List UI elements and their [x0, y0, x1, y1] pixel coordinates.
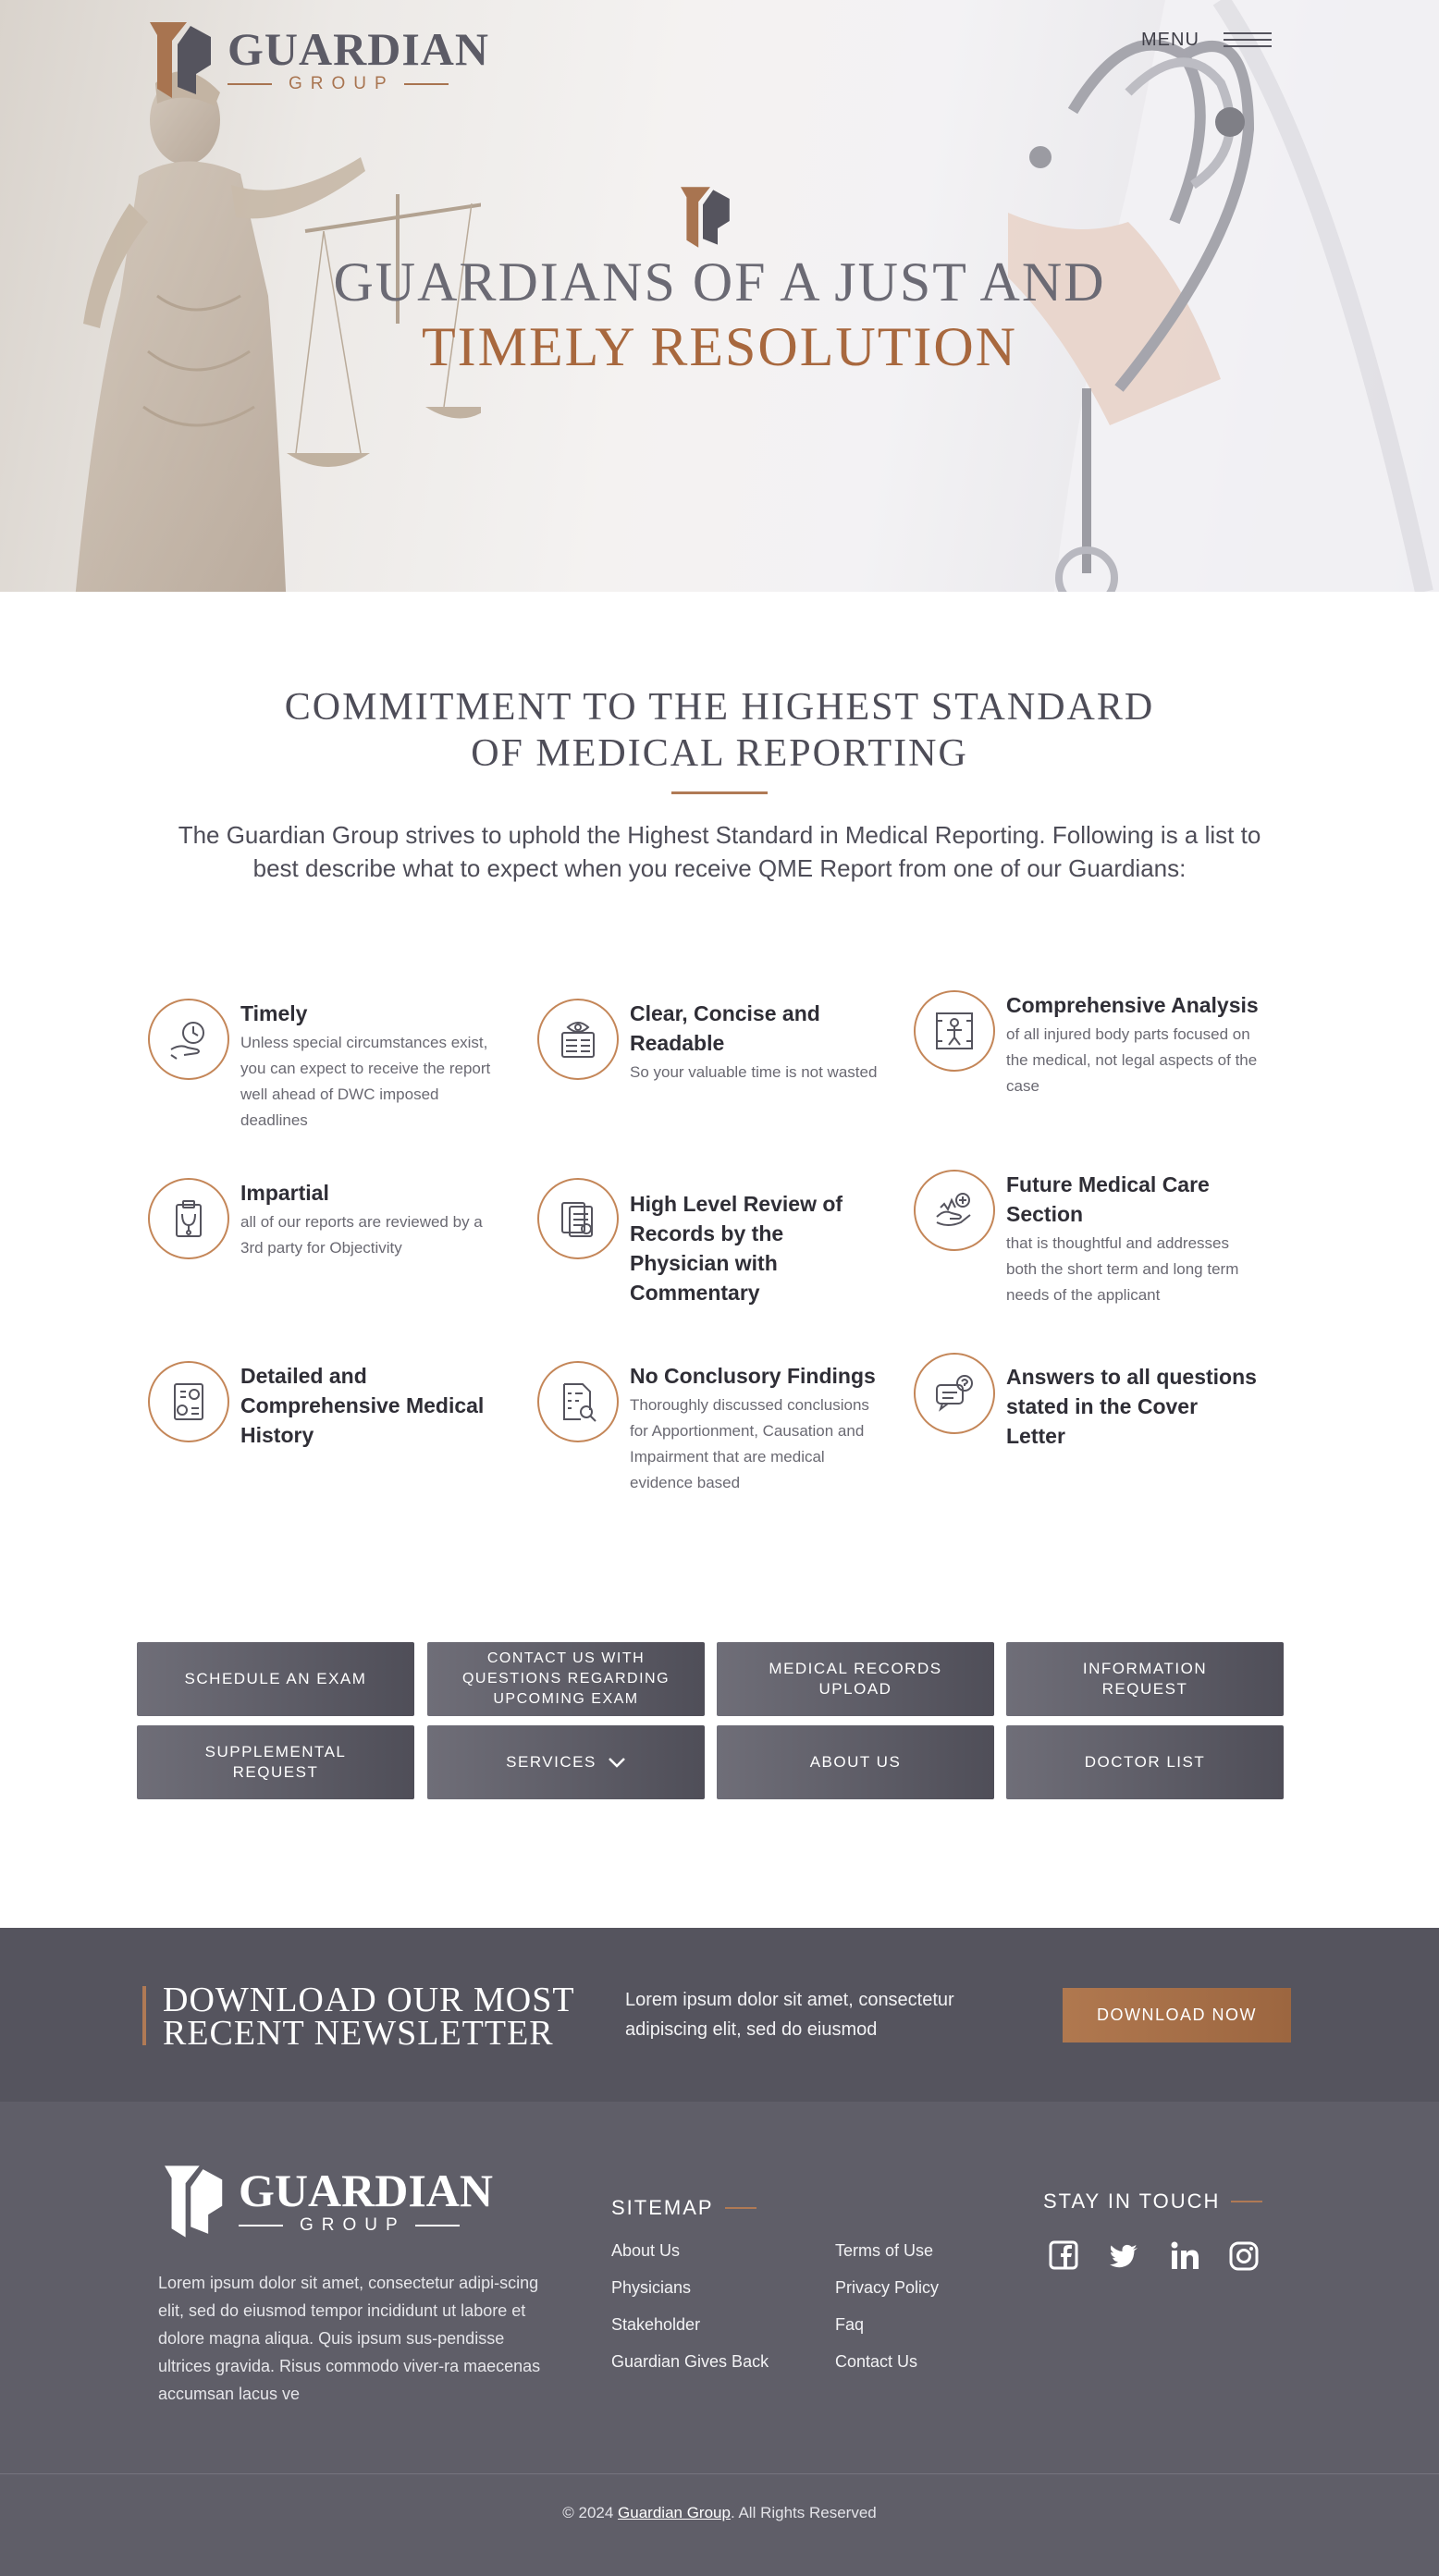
footer-logo[interactable]	[165, 2165, 493, 2239]
guardian-logo-mark-icon	[150, 22, 215, 98]
footer-link-contact[interactable]: Contact Us	[835, 2352, 918, 2371]
feature-title: Detailed and Comprehensive Medical History	[240, 1364, 485, 1447]
feature-item	[148, 1361, 495, 1450]
feature-item	[914, 1170, 1261, 1308]
logo-wordmark: GUARDIAN	[228, 23, 489, 75]
feature-desc: all of our reports are reviewed by a 3rd party for Objectivity	[240, 1213, 483, 1257]
question-bubble-icon	[914, 1353, 995, 1434]
feature-title: No Conclusory Findings	[630, 1364, 876, 1388]
contact-questions-button[interactable]: CONTACT US WITH QUESTIONS REGARDING UPCOMING EXAM	[427, 1642, 705, 1716]
feature-item	[148, 1178, 495, 1261]
body-analysis-icon	[914, 990, 995, 1072]
footer-link-physicians[interactable]: Physicians	[611, 2278, 692, 2297]
commitment-title-line1: COMMITMENT TO THE HIGHEST STANDARD	[284, 686, 1155, 729]
linkedin-icon[interactable]	[1169, 2240, 1200, 2272]
clock-hand-icon	[148, 999, 229, 1080]
feature-title: Comprehensive Analysis	[1006, 993, 1259, 1017]
hero-heading	[0, 250, 1439, 379]
footer-link-terms[interactable]: Terms of Use	[835, 2241, 934, 2260]
footer-link-privacy[interactable]: Privacy Policy	[835, 2278, 940, 2297]
feature-item	[537, 1361, 884, 1496]
feature-item	[914, 990, 1261, 1099]
hero-banner	[0, 0, 1439, 592]
feature-desc: Thoroughly discussed conclusions for Apportionment, Causation and Impairment that are medical evidence based	[630, 1396, 869, 1491]
footer-divider	[0, 2473, 1439, 2474]
newsletter-title-line1: DOWNLOAD OUR MOST	[163, 1981, 575, 2019]
services-label: SERVICES	[506, 1753, 597, 1771]
feature-title: High Level Review of Records by the Physician with Commentary	[630, 1192, 843, 1305]
accent-bar	[142, 1986, 146, 2045]
about-us-button[interactable]: ABOUT US	[717, 1725, 994, 1799]
stay-in-touch-title: STAY IN TOUCH	[1043, 2190, 1221, 2213]
commitment-heading	[0, 684, 1439, 777]
feature-desc: Unless special circumstances exist, you can expect to receive the report well ahead of DWC imposed deadlines	[240, 1034, 491, 1129]
hamburger-icon	[1224, 28, 1272, 52]
care-hand-icon	[914, 1170, 995, 1251]
medical-records-upload-button[interactable]: MEDICAL RECORDS UPLOAD	[717, 1642, 994, 1716]
footer-logo-subtext: GROUP	[300, 2215, 406, 2235]
copyright-link[interactable]: Guardian Group	[618, 2504, 731, 2521]
newsletter-title-line2: RECENT NEWSLETTER	[163, 2014, 554, 2053]
feature-desc: of all injured body parts focused on the medical, not legal aspects of the case	[1006, 1025, 1258, 1095]
services-button[interactable]	[427, 1725, 705, 1799]
chevron-down-icon	[608, 1756, 626, 1769]
footer-link-faq[interactable]: Faq	[835, 2315, 865, 2334]
medical-history-icon	[148, 1361, 229, 1442]
feature-desc: So your valuable time is not wasted	[630, 1063, 878, 1081]
feature-title: Timely	[240, 1001, 308, 1025]
feature-desc: that is thoughtful and addresses both the short term and long term needs of the applicant	[1006, 1234, 1239, 1304]
menu-label: MENU	[1141, 29, 1199, 50]
instagram-icon[interactable]	[1228, 2240, 1260, 2272]
clipboard-stethoscope-icon	[148, 1178, 229, 1259]
feature-item	[537, 1178, 884, 1307]
hero-title-line2: TIMELY RESOLUTION	[421, 316, 1018, 377]
menu-button[interactable]	[1141, 28, 1272, 52]
footer-link-gives-back[interactable]: Guardian Gives Back	[611, 2352, 769, 2371]
copyright-prefix: © 2024	[562, 2504, 619, 2521]
feature-title: Future Medical Care Section	[1006, 1172, 1210, 1226]
feature-title: Impartial	[240, 1181, 329, 1205]
twitter-icon[interactable]	[1108, 2240, 1139, 2272]
heading-divider	[671, 791, 768, 794]
feature-item	[148, 999, 495, 1134]
feature-item	[537, 999, 884, 1086]
footer-link-about-us[interactable]: About Us	[611, 2241, 681, 2260]
newsletter-text: Lorem ipsum dolor sit amet, consectetur adipiscing elit, sed do eiusmod	[625, 1990, 954, 2040]
footer-link-stakeholder[interactable]: Stakeholder	[611, 2315, 701, 2334]
footer-logo-wordmark: GUARDIAN	[239, 2165, 493, 2216]
hero-title-line1: GUARDIANS OF A JUST AND	[333, 251, 1106, 313]
eye-document-icon	[537, 999, 619, 1080]
supplemental-request-button[interactable]: SUPPLEMENTAL REQUEST	[137, 1725, 414, 1799]
doctor-list-button[interactable]: DOCTOR LIST	[1006, 1725, 1284, 1799]
feature-title: Answers to all questions stated in the Cover Letter	[1006, 1365, 1257, 1448]
footer-about-text: Lorem ipsum dolor sit amet, consectetur adipi-scing elit, sed do eiusmod tempor incididunt ut labore et dolore magna aliqua. Quis ipsum sus-pendisse ultrices gravida. Risus commodo viver-ra maecenas accumsan lacus ve	[158, 2274, 541, 2403]
download-now-button[interactable]: DOWNLOAD NOW	[1063, 1988, 1291, 2042]
feature-item	[914, 1353, 1261, 1451]
document-search-icon	[537, 1361, 619, 1442]
commitment-intro: The Guardian Group strives to uphold the Highest Standard in Medical Reporting. Following is a list to best describe what to expect when you receive QME Report from one of our Guardians:	[178, 821, 1261, 882]
site-logo[interactable]	[150, 22, 489, 98]
guardian-logo-mark-icon	[165, 2165, 226, 2239]
guardian-mark-icon	[681, 187, 732, 248]
commitment-title-line2: OF MEDICAL REPORTING	[471, 732, 968, 775]
sitemap-title: SITEMAP	[611, 2196, 714, 2219]
newsletter-heading	[163, 1981, 575, 2053]
commitment-section	[0, 684, 1439, 885]
stay-in-touch-heading	[1043, 2190, 1262, 2214]
copyright-suffix: . All Rights Reserved	[730, 2504, 877, 2521]
records-review-icon	[537, 1178, 619, 1259]
schedule-exam-button[interactable]: SCHEDULE AN EXAM	[137, 1642, 414, 1716]
copyright	[0, 2504, 1439, 2522]
sitemap-heading	[611, 2196, 756, 2220]
feature-title: Clear, Concise and Readable	[630, 1001, 820, 1055]
logo-subtext: GROUP	[289, 74, 395, 93]
information-request-button[interactable]: INFORMATION REQUEST	[1006, 1642, 1284, 1716]
newsletter-banner	[0, 1928, 1439, 2102]
facebook-icon[interactable]	[1049, 2240, 1080, 2272]
